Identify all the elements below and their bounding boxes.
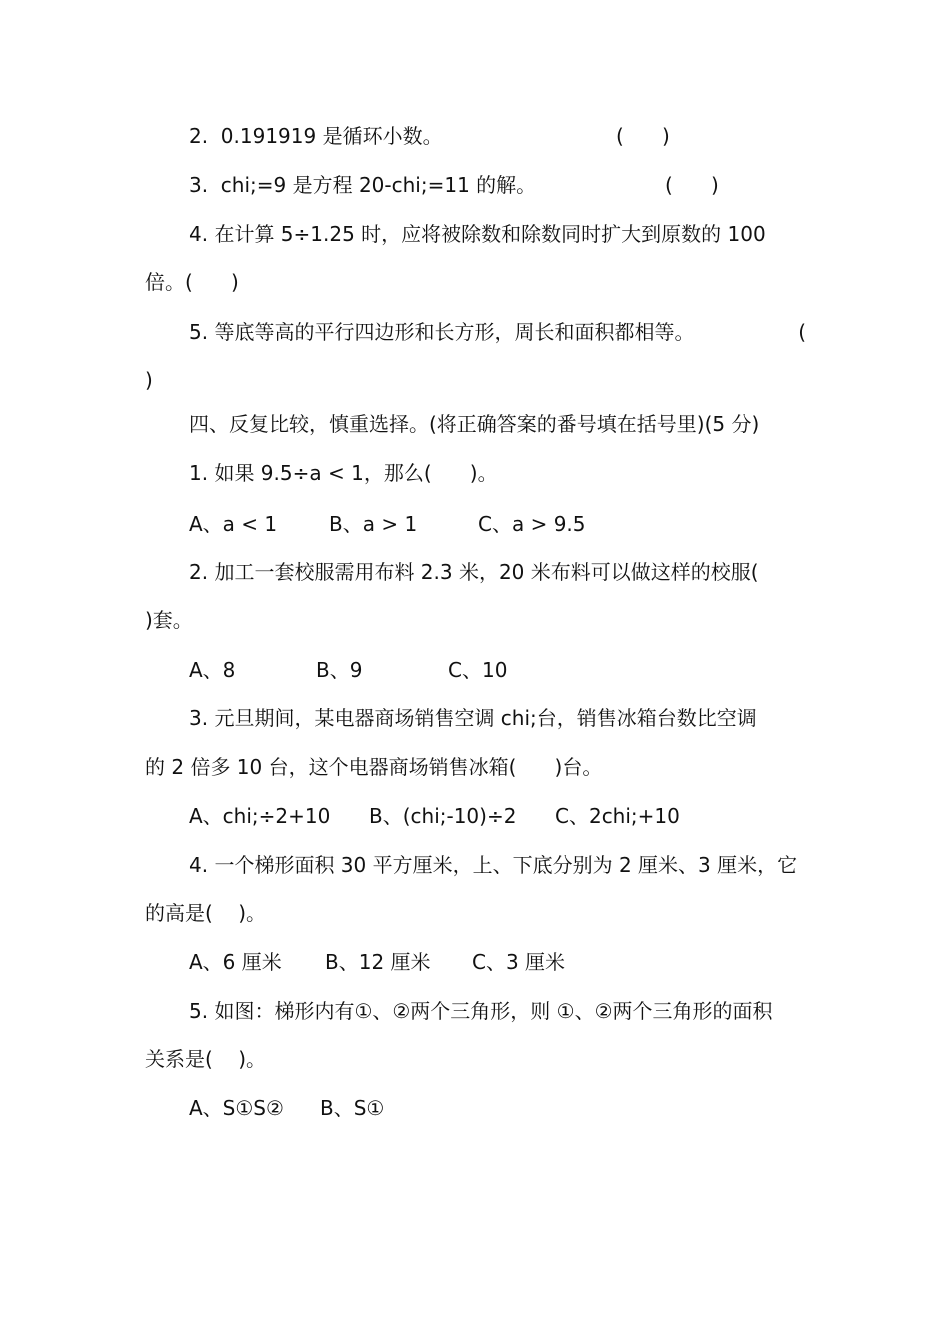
option-c: C、10 (448, 658, 508, 682)
option-c: C、2chi;+10 (555, 804, 680, 828)
option-a: A、a < 1 (189, 512, 278, 536)
option-a: A、6 厘米 (189, 950, 282, 974)
option-b: B、S① (320, 1096, 385, 1120)
tf-item-4-cont: 倍。( ) (145, 270, 239, 294)
option-a: A、S①S② (189, 1096, 284, 1120)
option-a: A、chi;÷2+10 (189, 804, 331, 828)
question-2-cont: )套。 (145, 608, 193, 632)
answer-paren: ( ) (616, 124, 670, 148)
tf-item-3: 3. chi;=9 是方程 20-chi;=11 的解。 (189, 173, 537, 197)
question-3-cont: 的 2 倍多 10 台，这个电器商场销售冰箱( )台。 (145, 755, 603, 779)
option-b: B、9 (316, 658, 363, 682)
option-b: B、a > 1 (329, 512, 418, 536)
option-c: C、a > 9.5 (478, 512, 586, 536)
option-b: B、(chi;-10)÷2 (369, 804, 517, 828)
question-4: 4. 一个梯形面积 30 平方厘米，上、下底分别为 2 厘米、3 厘米，它 (189, 853, 798, 877)
question-1: 1. 如果 9.5÷a < 1，那么( )。 (189, 461, 498, 485)
question-3: 3. 元旦期间，某电器商场销售空调 chi;台，销售冰箱台数比空调 (189, 706, 757, 730)
question-5: 5. 如图：梯形内有①、②两个三角形，则 ①、②两个三角形的面积 (189, 999, 773, 1023)
option-c: C、3 厘米 (472, 950, 566, 974)
answer-paren: ( ) (665, 173, 719, 197)
question-4-cont: 的高是( )。 (145, 901, 267, 925)
tf-item-5-cont: ) (145, 368, 153, 392)
option-a: A、8 (189, 658, 236, 682)
tf-item-4: 4. 在计算 5÷1.25 时，应将被除数和除数同时扩大到原数的 100 (189, 222, 766, 246)
section-heading: 四、反复比较，慎重选择。(将正确答案的番号填在括号里)(5 分) (189, 412, 760, 436)
tf-item-5: 5. 等底等高的平行四边形和长方形，周长和面积都相等。 (189, 320, 695, 344)
option-b: B、12 厘米 (325, 950, 431, 974)
question-5-cont: 关系是( )。 (145, 1047, 267, 1071)
question-2: 2. 加工一套校服需用布料 2.3 米，20 米布料可以做这样的校服( (189, 560, 759, 584)
tf-item-2: 2. 0.191919 是循环小数。 (189, 124, 443, 148)
answer-paren: ( (798, 320, 806, 344)
